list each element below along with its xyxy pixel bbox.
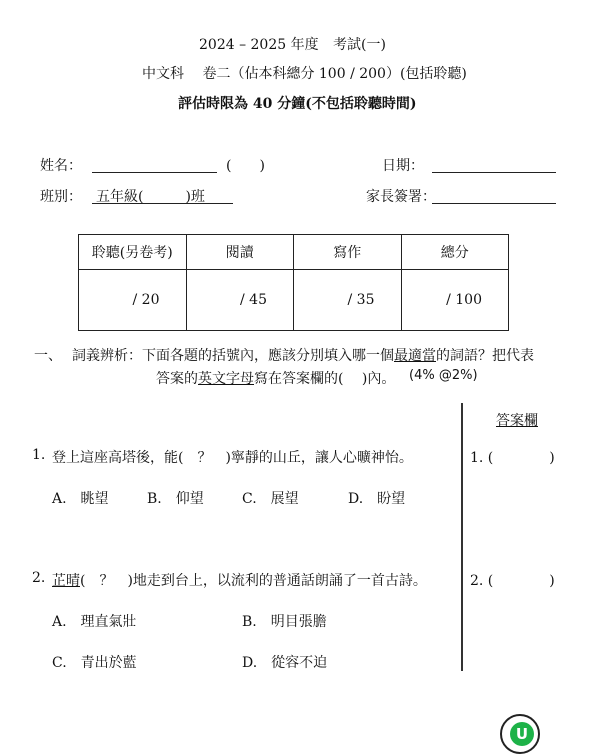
question-2-sentence: ( ？ )地走到台上，以流利的普通話朗誦了一首古詩。 bbox=[80, 573, 427, 589]
question-2-option-c: C. 青出於藍 bbox=[52, 655, 137, 671]
score-header-listening: 聆聽(另卷考) bbox=[79, 235, 187, 270]
class-field-line[interactable] bbox=[92, 203, 233, 204]
score-header-reading: 閱讀 bbox=[186, 235, 294, 270]
question-2-number: 2. bbox=[32, 570, 46, 586]
school-logo bbox=[500, 714, 540, 754]
score-value-listening[interactable]: / 20 bbox=[79, 270, 187, 331]
question-1-option-a: A. 眺望 bbox=[52, 491, 109, 507]
section-number: 一、 bbox=[34, 348, 62, 364]
instruction-text: 答案的 bbox=[156, 371, 198, 387]
score-header-total: 總分 bbox=[401, 235, 509, 270]
name-field-line[interactable] bbox=[92, 172, 217, 173]
question-1-number: 1. bbox=[32, 447, 46, 463]
score-table bbox=[78, 234, 509, 331]
instruction-emphasis-letter: 英文字母 bbox=[198, 371, 254, 387]
answer-2-box[interactable]: 2. ( ) bbox=[470, 573, 555, 589]
question-2-person-name: 芷晴 bbox=[52, 573, 80, 589]
question-1-option-d: D. 盼望 bbox=[348, 491, 406, 507]
score-value-writing[interactable]: / 35 bbox=[294, 270, 402, 331]
instruction-text: 寫在答案欄的( )內。 bbox=[254, 371, 396, 387]
instruction-emphasis-most-suitable: 最適當 bbox=[394, 348, 436, 364]
score-value-reading[interactable]: / 45 bbox=[186, 270, 294, 331]
question-2-option-d: D. 從容不迫 bbox=[242, 655, 328, 671]
exam-title: 考試(一) bbox=[333, 37, 386, 53]
answer-column-divider bbox=[461, 403, 463, 671]
question-2-text bbox=[52, 570, 427, 590]
class-label: 班別： bbox=[40, 189, 82, 205]
question-1-option-b: B. 仰望 bbox=[147, 491, 204, 507]
parent-signature-label: 家長簽署： bbox=[366, 189, 436, 205]
date-field-line[interactable] bbox=[432, 172, 556, 173]
question-1-option-c: C. 展望 bbox=[242, 491, 299, 507]
answer-1-box[interactable]: 1. ( ) bbox=[470, 450, 555, 466]
exam-year: 2024 – 2025 年度 bbox=[199, 37, 319, 53]
name-label: 姓名： bbox=[40, 158, 82, 174]
logo-letter: U bbox=[510, 722, 534, 746]
question-1-text: 登上這座高塔後，能( ？ )寧靜的山丘，讓人心曠神怡。 bbox=[52, 450, 413, 466]
parent-signature-line[interactable] bbox=[432, 203, 556, 204]
date-label: 日期： bbox=[382, 158, 424, 174]
section-instruction-line1 bbox=[72, 345, 534, 365]
instruction-text: 的詞語？把代表 bbox=[436, 348, 534, 364]
time-limit-line: 評估時限為 40 分鐘(不包括聆聽時間) bbox=[178, 96, 417, 112]
subject-line: 中文科 卷二（佔本科總分 100 / 200）(包括聆聽) bbox=[142, 66, 467, 82]
section-instruction-line2 bbox=[156, 368, 395, 388]
instruction-text: 詞義辨析：下面各題的括號內，應該分別填入哪一個 bbox=[72, 348, 394, 364]
answer-column-title: 答案欄 bbox=[496, 413, 538, 429]
section-marks: (4% @2%) bbox=[409, 368, 478, 383]
name-class-number: ( ) bbox=[226, 158, 265, 174]
score-header-writing: 寫作 bbox=[294, 235, 402, 270]
score-value-total[interactable]: / 100 bbox=[401, 270, 509, 331]
question-2-option-a: A. 理直氣壯 bbox=[52, 614, 137, 630]
class-value: 五年級( )班 bbox=[96, 189, 205, 205]
question-2-option-b: B. 明目張膽 bbox=[242, 614, 327, 630]
